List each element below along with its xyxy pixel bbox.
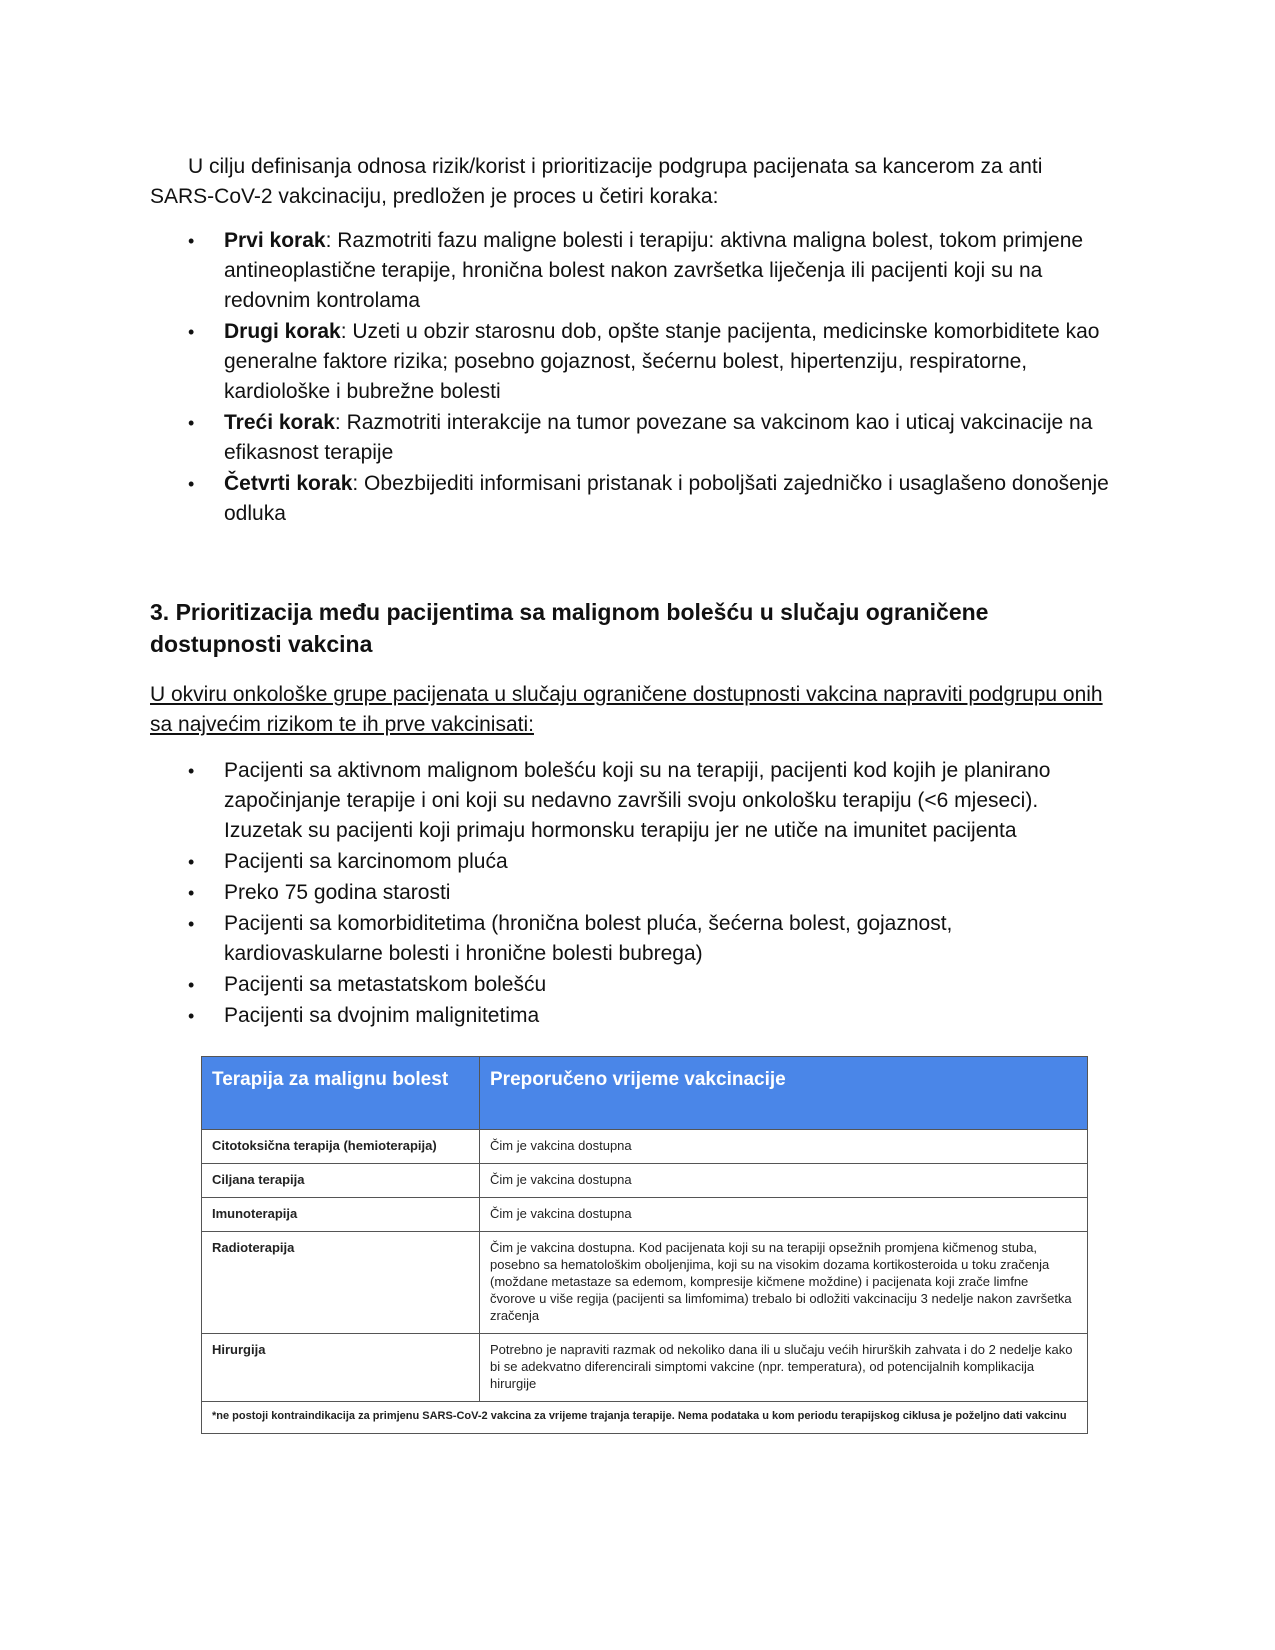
table-row	[202, 1130, 1088, 1164]
bullet-icon: •	[188, 413, 195, 433]
step-text: : Razmotriti interakcije na tumor povezane sa vakcinom kao i uticaj vakcinacije na efikasnost terapije	[224, 411, 1093, 464]
list-item	[150, 226, 1110, 316]
timing-cell: Čim je vakcina dostupna	[480, 1130, 1088, 1164]
therapy-cell: Imunoterapija	[202, 1198, 480, 1232]
table-row	[202, 1232, 1088, 1334]
timing-cell: Potrebno je napraviti razmak od nekoliko dana ili u slučaju većih hirurških zahvata i do 2 nedelje kako bi se adekvatno diferencirali simptomi vakcine (npr. temperatura), od potencijalnih komplikacija hirurgije	[480, 1334, 1088, 1402]
column-header-therapy: Terapija za malignu bolest	[202, 1057, 480, 1130]
priority-item-text: Preko 75 godina starosti	[224, 881, 451, 904]
vaccination-timing-table	[201, 1056, 1088, 1434]
therapy-cell: Ciljana terapija	[202, 1164, 480, 1198]
therapy-table-container	[201, 1056, 1088, 1434]
bullet-icon: •	[188, 761, 195, 781]
step-label: Treći korak	[224, 411, 335, 434]
list-item	[150, 1001, 1110, 1031]
table-footnote-row	[202, 1402, 1088, 1434]
bullet-icon: •	[188, 975, 195, 995]
list-item	[150, 878, 1110, 908]
therapy-cell: Hirurgija	[202, 1334, 480, 1402]
priority-list	[150, 756, 1110, 1032]
column-header-timing: Preporučeno vrijeme vakcinacije	[480, 1057, 1088, 1130]
section-lead-text: U okviru onkološke grupe pacijenata u slučaju ograničene dostupnosti vakcina napraviti podgrupu onih sa najvećim rizikom te ih prve vakcinisati:	[150, 683, 1103, 736]
list-item	[150, 408, 1110, 468]
timing-cell: Čim je vakcina dostupna. Kod pacijenata koji su na terapiji opsežnih promjena kičmenog stuba, posebno sa hematološkim oboljenjima, koji su na visokim dozama kortikosteroida u toku zračenja (moždane metastaze sa edemom, kompresije kičmene moždine) i pacijenata koji zrače limfne čvorove u više regija (pacijenti sa limfomima) trebalo bi odložiti vakcinaciju 3 nedelje nakon završetka zračenja	[480, 1232, 1088, 1334]
table-header-row	[202, 1057, 1088, 1130]
list-item	[150, 756, 1110, 846]
table-row	[202, 1334, 1088, 1402]
list-item	[150, 469, 1110, 529]
priority-item-text: Pacijenti sa dvojnim malignitetima	[224, 1004, 540, 1027]
step-label: Prvi korak	[224, 229, 326, 252]
priority-item-text: Pacijenti sa aktivnom malignom bolešću koji su na terapiji, pacijenti kod kojih je planirano započinjanje terapije i oni koji su nedavno završili svoju onkološku terapiju (<6 mjeseci). Izuzetak su pacijenti koji primaju hormonsku terapiju jer ne utiče na imunitet pacijenta	[224, 759, 1051, 842]
step-text: : Obezbijediti informisani pristanak i poboljšati zajedničko i usaglašeno donošenje odluka	[224, 472, 1109, 525]
bullet-icon: •	[188, 1006, 195, 1026]
bullet-icon: •	[188, 883, 195, 903]
list-item	[150, 317, 1110, 407]
intro-paragraph	[150, 152, 1110, 212]
bullet-icon: •	[188, 322, 195, 342]
table-footnote: *ne postoji kontraindikacija za primjenu SARS-CoV-2 vakcina za vrijeme trajanja terapije. Nema podataka u kom periodu terapijskog ciklusa je poželjno dati vakcinu	[202, 1402, 1088, 1434]
step-text: : Uzeti u obzir starosnu dob, opšte stanje pacijenta, medicinske komorbiditete kao generalne faktore rizika; posebno gojaznost, šećernu bolest, hipertenziju, respiratorne, kardiološke i bubrežne bolesti	[224, 320, 1100, 403]
steps-list	[150, 226, 1110, 530]
therapy-cell: Radioterapija	[202, 1232, 480, 1334]
bullet-icon: •	[188, 474, 195, 494]
step-label: Drugi korak	[224, 320, 341, 343]
table-row	[202, 1164, 1088, 1198]
section-heading: 3. Prioritizacija među pacijentima sa malignom bolešću u slučaju ograničene dostupnosti vakcina	[150, 599, 989, 657]
list-item	[150, 847, 1110, 877]
priority-item-text: Pacijenti sa metastatskom bolešću	[224, 973, 547, 996]
list-item	[150, 909, 1110, 969]
bullet-icon: •	[188, 231, 195, 251]
table-row	[202, 1198, 1088, 1232]
priority-item-text: Pacijenti sa karcinomom pluća	[224, 850, 508, 873]
priority-item-text: Pacijenti sa komorbiditetima (hronična bolest pluća, šećerna bolest, gojaznost, kardiovaskularne bolesti i hronične bolesti bubrega)	[224, 912, 953, 965]
timing-cell: Čim je vakcina dostupna	[480, 1198, 1088, 1232]
intro-text: U cilju definisanja odnosa rizik/korist i prioritizacije podgrupa pacijenata sa kancerom za anti SARS-CoV-2 vakcinaciju, predložen je proces u četiri koraka:	[150, 155, 1043, 208]
timing-cell: Čim je vakcina dostupna	[480, 1164, 1088, 1198]
therapy-cell: Citotoksična terapija (hemioterapija)	[202, 1130, 480, 1164]
list-item	[150, 970, 1110, 1000]
step-label: Četvrti korak	[224, 472, 353, 495]
step-text: : Razmotriti fazu maligne bolesti i terapiju: aktivna maligna bolest, tokom primjene antineoplastične terapije, hronična bolest nakon završetka liječenja ili pacijenti koji su na redovnim kontrolama	[224, 229, 1084, 312]
bullet-icon: •	[188, 914, 195, 934]
bullet-icon: •	[188, 852, 195, 872]
